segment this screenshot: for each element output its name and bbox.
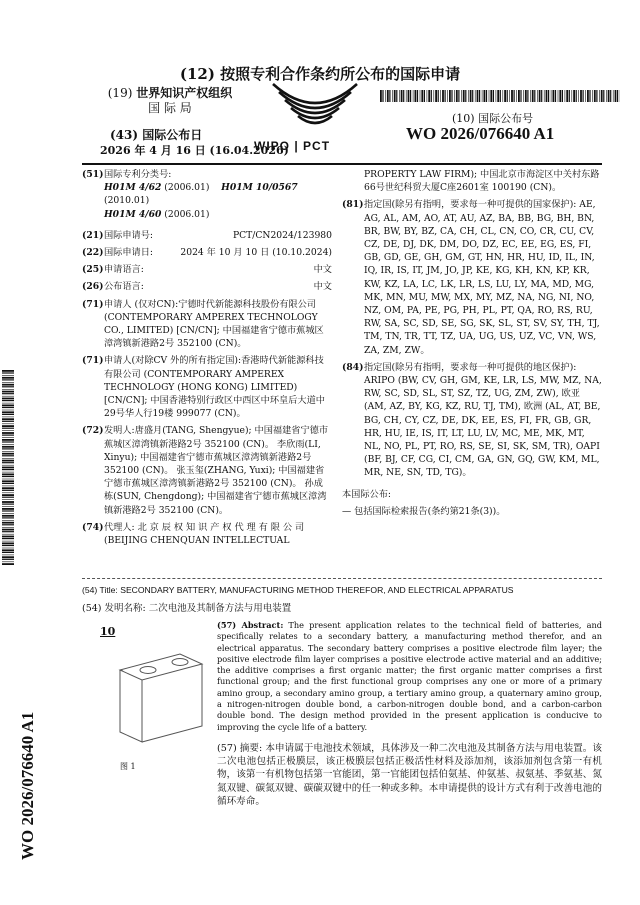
barcode-bar: [447, 90, 448, 102]
barcode-bar: [403, 90, 404, 102]
barcode-bar: [413, 90, 414, 102]
org-name: 世界知识产权组织: [136, 86, 233, 100]
barcode-bar: [2, 548, 14, 549]
barcode-bar: [2, 437, 14, 438]
barcode-bar: [507, 90, 508, 102]
barcode-bar: [387, 90, 389, 102]
barcode-bar: [2, 435, 14, 436]
barcode-bar: [2, 527, 14, 528]
barcode-bar: [2, 501, 14, 503]
battery-figure: [110, 640, 210, 750]
wipo-logo: [255, 78, 375, 136]
barcode-bar: [520, 90, 521, 102]
barcode-bar: [415, 90, 417, 102]
barcode-bar: [592, 90, 593, 102]
barcode-bar: [2, 513, 14, 514]
barcode-bar: [2, 396, 14, 397]
barcode-bar: [458, 90, 459, 102]
barcode-bar: [424, 90, 425, 102]
header-rule: [82, 163, 602, 165]
barcode-bar: [601, 90, 603, 102]
barcode-bar: [2, 524, 14, 525]
barcode-bar: [2, 536, 14, 538]
barcode-bar: [472, 90, 473, 102]
barcode-bar: [523, 90, 524, 102]
barcode-bar: [2, 372, 14, 373]
barcode-bar: [518, 90, 520, 102]
org-code: (19): [107, 86, 133, 100]
barcode-bar: [2, 398, 14, 400]
barcode-bar: [569, 90, 570, 102]
barcode-bar: [532, 90, 534, 102]
barcode-bar: [2, 382, 14, 383]
barcode-bar: [431, 90, 432, 102]
barcode-bar: [484, 90, 486, 102]
barcode-bar: [2, 506, 14, 507]
barcode-bar: [596, 90, 597, 102]
barcode-bar: [525, 90, 527, 102]
barcode-bar: [2, 545, 14, 546]
barcode-bar: [573, 90, 575, 102]
barcode-bar: [2, 476, 14, 477]
wipo-pct-wordmark: WIPO | PCT: [254, 139, 331, 153]
barcode-bar: [572, 90, 573, 102]
barcode-bar: [2, 531, 14, 532]
field-21: (21) 国际申请号: PCT/CN2024/123980: [82, 229, 332, 241]
barcode-bar: [2, 462, 14, 463]
barcode-bar: [2, 465, 14, 466]
barcode-bar: [509, 90, 510, 102]
barcode-bar: [562, 90, 563, 102]
barcode-bar: [486, 90, 487, 102]
barcode-bar: [2, 400, 14, 401]
barcode-bar: [585, 90, 586, 102]
barcode-bar: [2, 446, 14, 448]
barcode-bar: [2, 510, 14, 511]
barcode-bar: [2, 479, 14, 480]
title-en: (54) Title: SECONDARY BATTERY, MANUFACTURING METHOD THEREFOR, AND ELECTRICAL APPARATUS: [82, 585, 514, 595]
barcode-bar: [2, 552, 14, 553]
barcode-bar: [493, 90, 494, 102]
document-type-title: (12) 按照专利合作条约所公布的国际申请: [179, 65, 461, 83]
barcode-bar: [410, 90, 411, 102]
barcode-bar: [2, 384, 14, 386]
barcode-bar: [2, 538, 14, 539]
barcode-bar: [534, 90, 535, 102]
barcode-bar: [516, 90, 517, 102]
barcode-bar: [470, 90, 472, 102]
barcode-bar: [468, 90, 469, 102]
barcode-bar: [2, 441, 14, 442]
left-column: [82, 168, 332, 551]
barcode-bar: [2, 460, 14, 462]
barcode-bar: [537, 90, 538, 102]
pub-date-label: (43) 国际公布日: [110, 128, 203, 142]
barcode-bar: [454, 90, 455, 102]
barcode-bar: [548, 90, 549, 102]
barcode-bar: [2, 418, 14, 420]
barcode-bar: [2, 453, 14, 455]
barcode-bar: [514, 90, 515, 102]
barcode-bar: [475, 90, 476, 102]
barcode-bar: [500, 90, 501, 102]
barcode-bar: [2, 543, 14, 545]
barcode-bar: [449, 90, 451, 102]
barcode-bar: [445, 90, 446, 102]
barcode-bar: [2, 508, 14, 510]
barcode-bar: [2, 393, 14, 394]
barcode-bar: [380, 90, 382, 102]
side-publication-number: WO 2026/076640 A1: [18, 711, 37, 860]
field-51: (51) 国际专利分类号: H01M 4/62 (2006.01) H01M 10/0567 (2010.01) H01M 4/60 (2006.01): [82, 169, 298, 220]
barcode-bar: [2, 520, 14, 521]
barcode-bar: [2, 417, 14, 418]
barcode-bar: [2, 490, 14, 491]
barcode-top: [380, 90, 620, 102]
barcode-bar: [504, 90, 506, 102]
field-71-applicant-hk: (71) 申请人(对除CV 外的所有指定国):香港時代新能源科技有限公司 (CONTEMPORARY AMPEREX TECHNOLOGY (HONG KONG) LIMITED) [CN/CN]; 中国香港特别行政区中西区中环皇后大道中29号华人行19楼 999077 (CN)。: [82, 355, 325, 420]
barcode-bar: [2, 494, 14, 496]
barcode-bar: [497, 90, 499, 102]
field-22: (22) 国际申请日: 2024 年 10 月 10 日 (10.10.2024): [82, 247, 332, 259]
barcode-bar: [527, 90, 528, 102]
barcode-bar: [489, 90, 490, 102]
barcode-bar: [2, 467, 14, 469]
field-26: (26) 公布语言: 中文: [82, 281, 332, 293]
barcode-bar: [2, 386, 14, 387]
barcode-bar: [2, 414, 14, 415]
barcode-bar: [2, 499, 14, 500]
barcode-bar: [2, 410, 14, 411]
barcode-bar: [438, 90, 439, 102]
barcode-bar: [2, 562, 14, 563]
barcode-bar: [417, 90, 418, 102]
barcode-bar: [559, 90, 561, 102]
figure-reference-number: 10: [100, 625, 116, 638]
field-74-agent: (74) 代理人: 北 京 辰 权 知 识 产 权 代 理 有 限 公 司 (BEIJING CHENQUAN INTELLECTUAL: [82, 521, 305, 547]
barcode-bar: [2, 424, 14, 425]
barcode-bar: [2, 403, 14, 404]
barcode-bar: [594, 90, 596, 102]
barcode-bar: [2, 458, 14, 459]
publication-note-item: — 包括国际检索报告(条约第21条(3))。: [342, 505, 506, 517]
barcode-bar: [392, 90, 393, 102]
barcode-bar: [2, 483, 14, 484]
barcode-bar: [580, 90, 582, 102]
org-bureau: 国 际 局: [148, 101, 192, 115]
barcode-bar: [2, 375, 14, 376]
barcode-bar: [544, 90, 545, 102]
abstract-en-text: The present application relates to the technical field of batteries, and specifically relates to a secondary battery, a manufacturing method therefor, and an electrical apparatus. The secondary battery comprises a positive electrode film layer; the positive electrode film layer comprises a positive electrode active material and an additive; the additive comprises a first organic matter; the first organic matter comprises a first functional group; and the first functional group comprises any one or more of a primary amino group, a secondary amino group, a tertiary amino group, a quaternary amino group, a nitrogen-nitrogen double bond, a carbon-nitrogen double bond, and a carbon-carbon double bond. The design method provided in the present application is conducive to improving the cycle life of a battery.: [217, 620, 602, 732]
publication-note-label: 本国际公布:: [342, 488, 392, 500]
section-divider: [82, 578, 602, 579]
field-81-designated-states: (81) 指定国(除另有指明，要求每一种可提供的国家保护): AE, AG, AL, AM, AO, AT, AU, AZ, BA, BB, BG, BH, BN, BR, BW, BY, BZ, CA, CH, CL, CN, CO, CR, CU, CV, CZ, DE, DJ, DK, DM, DO, DZ, EC, EE, EG, ES, FI, GB, GD, GE, GH, GM, GT, HN, HR, HU, ID, IL, IN, IQ, IR, IS, IT, JM, JO, JP, KE, KG, KH, KN, KP, KR, KW, KZ, LA, LC, LK, LR, LS, LU, LY, MA, MD, MG, MK, MN, MU, MW, MX, MY, MZ, NA, NG, NI, NO, NZ, OM, PA, PE, PG, PH, PL, PT, QA, RO, RS, RU, RW, SA, SC, SD, SE, SG, SK, SL, ST, SV, SY, TH, TJ, TM, TN, TR, TT, TZ, UA, UG, US, UZ, VC, VN, WS, ZA, ZM, ZW。: [342, 199, 600, 356]
barcode-bar: [399, 90, 400, 102]
barcode-bar: [428, 90, 430, 102]
barcode-bar: [2, 379, 14, 380]
abstract-en-label: (57) Abstract:: [217, 620, 284, 630]
barcode-bar: [396, 90, 397, 102]
side-barcode: [2, 370, 14, 565]
barcode-bar: [541, 90, 542, 102]
barcode-bar: [382, 90, 383, 102]
barcode-bar: [401, 90, 403, 102]
barcode-bar: [599, 90, 600, 102]
barcode-bar: [2, 497, 14, 498]
barcode-bar: [451, 90, 452, 102]
barcode-bar: [435, 90, 437, 102]
barcode-bar: [434, 90, 435, 102]
barcode-bar: [2, 555, 14, 556]
barcode-bar: [2, 556, 14, 558]
barcode-bar: [420, 90, 421, 102]
barcode-bar: [2, 517, 14, 518]
barcode-bar: [456, 90, 458, 102]
barcode-bar: [615, 90, 617, 102]
barcode-bar: [461, 90, 462, 102]
barcode-bar: [2, 430, 14, 431]
barcode-bar: [2, 389, 14, 390]
barcode-bar: [2, 428, 14, 429]
barcode-bar: [389, 90, 390, 102]
barcode-bar: [553, 90, 555, 102]
barcode-bar: [2, 563, 14, 565]
barcode-bar: [539, 90, 541, 102]
barcode-bar: [2, 493, 14, 494]
barcode-bar: [385, 90, 386, 102]
barcode-bar: [603, 90, 604, 102]
barcode-bar: [2, 421, 14, 422]
barcode-bar: [2, 444, 14, 445]
barcode-bar: [610, 90, 611, 102]
barcode-bar: [2, 559, 14, 560]
barcode-bar: [558, 90, 559, 102]
barcode-bar: [496, 90, 497, 102]
barcode-bar: [2, 474, 14, 476]
barcode-bar: [463, 90, 465, 102]
barcode-bar: [2, 391, 14, 393]
barcode-bar: [2, 522, 14, 524]
barcode-bar: [421, 90, 423, 102]
field-25: (25) 申请语言: 中文: [82, 264, 332, 276]
barcode-bar: [2, 504, 14, 505]
barcode-bar: [565, 90, 566, 102]
barcode-bar: [530, 90, 531, 102]
pub-number-label: (10) 国际公布号: [452, 112, 534, 125]
barcode-bar: [608, 90, 610, 102]
field-74-agent-cont: PROPERTY LAW FIRM); 中国北京市海淀区中关村东路66号世纪科贸大厦C座2601室 100190 (CN)。: [364, 169, 600, 194]
figure-caption: 图 1: [120, 762, 136, 771]
field-72-inventors: (72) 发明人:唐盛月(TANG, Shengyue); 中国福建省宁德市蕉城区漳湾镇新港路2号 352100 (CN)。 李欣雨(LI, Xinyu); 中国福建省宁德市蕉城区漳湾镇新港路2号 352100 (CN)。 张玉玺(ZHANG, Yuxi); 中国福建省宁德市蕉城区漳湾镇新港路2号 352100 (CN)。 孙成栋(SUN, Chengdong); 中国福建省宁德市蕉城区漳湾镇新港路2号 352100 (CN)。: [82, 425, 329, 516]
barcode-bar: [587, 90, 589, 102]
barcode-bar: [477, 90, 479, 102]
field-71-applicant-cn: (71) 申请人 (仅对CN):宁德时代新能源科技股份有限公司 (CONTEMPORARY AMPEREX TECHNOLOGY CO., LIMITED) [CN/CN]; 中国福建省宁德市蕉城区漳湾镇新港路2号 352100 (CN)。: [82, 298, 324, 350]
barcode-bar: [2, 407, 14, 408]
barcode-bar: [2, 439, 14, 441]
barcode-bar: [511, 90, 513, 102]
barcode-bar: [2, 432, 14, 434]
barcode-bar: [427, 90, 428, 102]
barcode-bar: [2, 480, 14, 482]
organization-block: [100, 86, 240, 116]
barcode-bar: [555, 90, 556, 102]
barcode-bar: [2, 534, 14, 535]
barcode-bar: [408, 90, 410, 102]
barcode-bar: [613, 90, 614, 102]
barcode-bar: [2, 411, 14, 413]
barcode-bar: [606, 90, 607, 102]
barcode-bar: [551, 90, 552, 102]
barcode-bar: [2, 377, 14, 379]
pub-date: 2026 年 4 月 16 日 (16.04.2026): [100, 144, 289, 157]
barcode-bar: [394, 90, 396, 102]
barcode-bar: [617, 90, 618, 102]
barcode-bar: [2, 541, 14, 542]
barcode-bar: [2, 487, 14, 489]
barcode-bar: [2, 451, 14, 452]
barcode-bar: [406, 90, 407, 102]
pub-number: WO 2026/076640 A1: [406, 124, 555, 143]
title-cn: (54) 发明名称: 二次电池及其制备方法与用电装置: [82, 603, 292, 614]
barcode-bar: [490, 90, 492, 102]
barcode-bar: [2, 448, 14, 449]
abstract-cn: (57) 摘要: 本申请属于电池技术领域，具体涉及一种二次电池及其制备方法与用电装置。该二次电池包括正极膜层，该正极膜层包括正极活性材料及添加剂，该添加剂包含第一有机物，该第一有机物包括第一官能团，第一官能团包括伯氨基、仲氨基、叔氨基、季氨基、氮氮双键、碳氮双键、碳碳双键中的任一种或多种。本申请提供的设计方式有利于改善电池的循环寿命。: [217, 743, 602, 807]
barcode-bar: [2, 486, 14, 487]
barcode-bar: [576, 90, 577, 102]
barcode-bar: [566, 90, 568, 102]
barcode-bar: [2, 515, 14, 517]
barcode-bar: [2, 370, 14, 372]
barcode-bar: [2, 425, 14, 427]
barcode-bar: [440, 90, 441, 102]
barcode-bar: [589, 90, 590, 102]
right-column: [342, 168, 602, 522]
barcode-bar: [465, 90, 466, 102]
barcode-bar: [2, 529, 14, 531]
barcode-bar: [479, 90, 480, 102]
barcode-bar: [503, 90, 504, 102]
barcode-bar: [2, 469, 14, 470]
barcode-bar: [2, 472, 14, 473]
barcode-bar: [482, 90, 483, 102]
barcode-bar: [2, 549, 14, 551]
barcode-bar: [442, 90, 444, 102]
abstract-en: [217, 620, 602, 733]
barcode-bar: [578, 90, 579, 102]
field-84-regional: (84) 指定国(除另有指明，要求每一种可提供的地区保护): ARIPO (BW, CV, GH, GM, KE, LR, LS, MW, MZ, NA, RW, SC, SD, SL, ST, SZ, TZ, UG, ZM, ZW), 欧亚 (AM, AZ, BY, KG, KZ, RU, TJ, TM), 欧洲 (AL, AT, BE, BG, CH, CY, CZ, DE, DK, EE, ES, FI, FR, GB, GR, HR, HU, IE, IS, IT, LT, LU, LV, MC, ME, MK, MT, NL, NO, PL, PT, RO, RS, SE, SI, SK, SM, TR), OAPI (BF, BJ, CF, CG, CI, CM, GA, GN, GQ, GW, KM, ML, MR, NE, SN, TD, TG)。: [342, 361, 602, 479]
barcode-bar: [2, 455, 14, 456]
barcode-bar: [2, 405, 14, 407]
barcode-bar: [546, 90, 548, 102]
barcode-bar: [583, 90, 584, 102]
